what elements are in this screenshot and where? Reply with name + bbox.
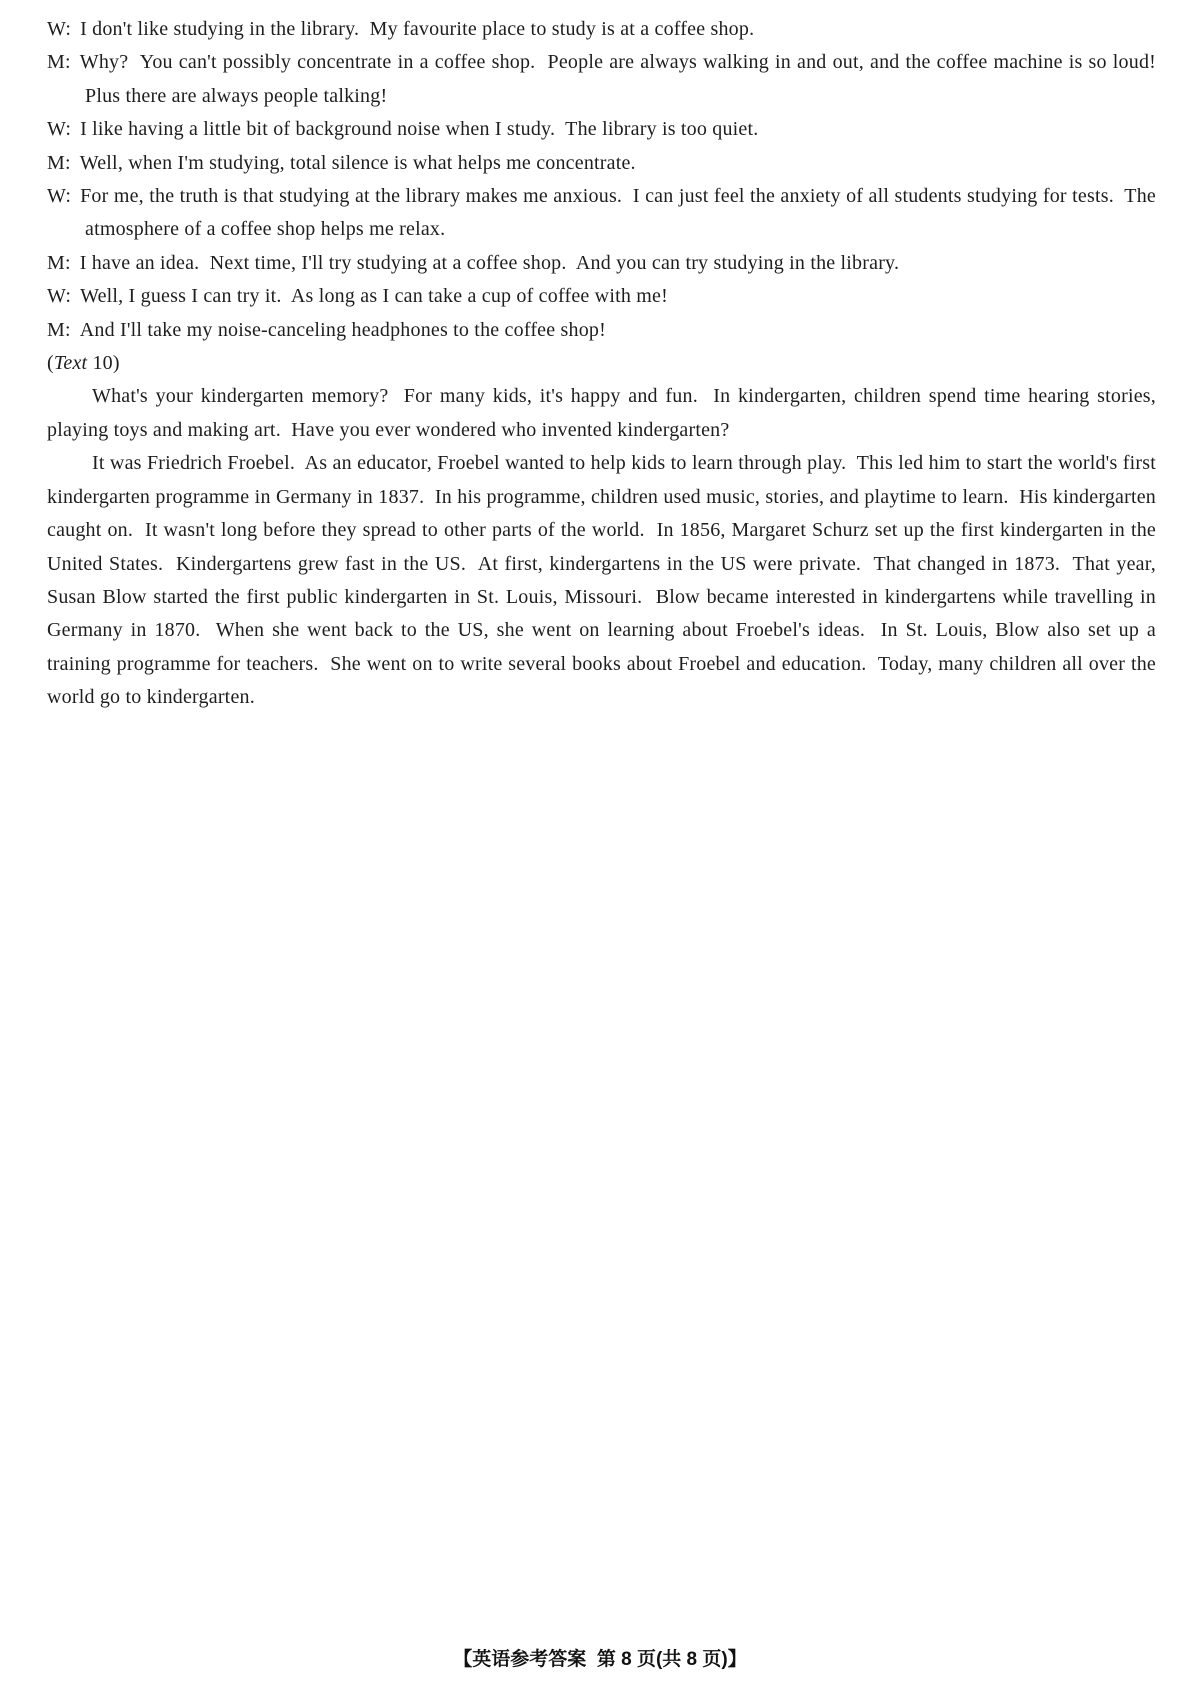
- text10-heading-rest: 10): [87, 352, 120, 375]
- speaker-label: M:: [47, 251, 71, 274]
- dialogue-line: [47, 46, 1167, 113]
- speaker-label: W:: [47, 285, 72, 308]
- speaker-label: W:: [47, 18, 72, 40]
- text10-heading-word: Text: [53, 352, 88, 375]
- text10-heading-open: (: [47, 352, 54, 375]
- dialogue-text: Well, when I'm studying, total silence is what helps me concentrate.: [79, 151, 636, 174]
- text10-paragraph: What's your kindergarten memory? For many kids, it's happy and fun. In kindergarten, children spend time hearing stories, playing toys and making art. Have you ever wondered who invented kindergarten?: [47, 385, 1162, 441]
- speaker-label: M:: [47, 51, 71, 74]
- dialogue-line: [47, 314, 1156, 347]
- speaker-label: M:: [47, 151, 71, 174]
- dialogue-text: Well, I guess I can try it. As long as I can take a cup of coffee with me!: [80, 285, 668, 308]
- dialogue-text: I don't like studying in the library. My favourite place to study is at a coffee shop.: [80, 18, 755, 40]
- dialogue-transcript: [47, 13, 1167, 347]
- dialogue-text: I like having a little bit of background noise when I study. The library is too quiet.: [80, 118, 759, 141]
- text10-paragraph: It was Friedrich Froebel. As an educator, Froebel wanted to help kids to learn through play. This led him to start the world's first kindergarten programme in Germany in 1837. In his programme, children used music, stories, and playtime to learn. His kindergarten caught on. It wasn't long before they spread to other parts of the world. In 1856, Margaret Schurz set up the first kindergarten in the United States. Kindergartens grew fast in the US. At first, kindergartens in the US were private. That changed in 1873. That year, Susan Blow started the first public kindergarten in St. Louis, Missouri. Blow became interested in kindergartens while travelling in Germany in 1870. When she went back to the US, she went on learning about Froebel's ideas. In St. Louis, Blow also set up a training programme for teachers. She went on to write several books about Froebel and education. Today, many children all over the world go to kindergarten.: [47, 452, 1162, 709]
- dialogue-text: For me, the truth is that studying at the library makes me anxious. I can just feel the anxiety of all students studying for tests. The atmosphere of a coffee shop helps me relax.: [80, 185, 1162, 241]
- dialogue-line: [47, 280, 1156, 313]
- dialogue-line: [47, 247, 1156, 280]
- dialogue-line: [47, 147, 1156, 180]
- page-footer: 【英语参考答案 第 8 页(共 8 页)】: [453, 1649, 747, 1670]
- dialogue-text: Why? You can't possibly concentrate in a coffee shop. People are always walking in and out, and the coffee machine is so loud! Plus there are always people talking!: [79, 51, 1167, 107]
- dialogue-text: I have an idea. Next time, I'll try studying at a coffee shop. And you can try studying in the library.: [79, 251, 900, 274]
- speaker-label: W:: [47, 185, 72, 208]
- text10-heading: [47, 347, 1156, 380]
- page-content: [47, 13, 1167, 715]
- dialogue-line: [47, 13, 1156, 46]
- speaker-label: W:: [47, 118, 72, 141]
- dialogue-line: [47, 180, 1162, 247]
- speaker-label: M:: [47, 318, 71, 341]
- dialogue-text: And I'll take my noise-canceling headphones to the coffee shop!: [79, 318, 606, 341]
- dialogue-line: [47, 113, 1156, 146]
